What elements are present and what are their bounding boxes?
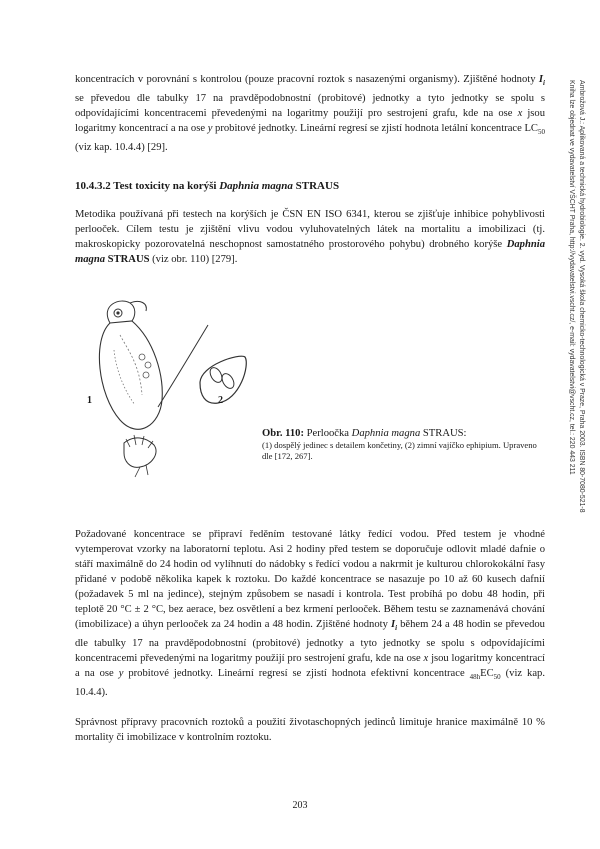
heading-species: Daphnia magna xyxy=(219,180,293,192)
paragraph-validity: Správnost přípravy pracovních roztoků a použití životaschopných jedinců limituje hranice maximálně 10 % mortality či imobilizace v kontrolním roztoku. xyxy=(75,717,545,743)
species-author: STRAUS xyxy=(105,254,150,265)
page-number: 203 xyxy=(292,800,308,811)
heading-author: STRAUS xyxy=(292,180,340,192)
text-run: (viz kap. 10.4.4) [29]. xyxy=(75,142,168,154)
axis-x-var: x xyxy=(423,653,429,665)
side-citation-line1: Ambrožová J.: Aplikovaná a technická hydrobiologie. 2. vyd. Vysoká škola chemicko-technologická v Praze, Praha 2003. ISBN 80-7080-521-8 xyxy=(578,80,585,513)
text-run: Metodika používaná při testech na korýších je ČSN EN ISO 6341, kterou se zjišťuje inhibice pohyblivosti perlooček. Cílem testu je zjištění vlivu vodou vyluhovatelných látek na mortalitu a imobilizaci (tj. makroskopicky pozorovatelná neschopnost samostatného prostorového pohybu) drobného korýše xyxy=(75,209,545,250)
caption-author: STRAUS: xyxy=(420,428,467,439)
caption-prefix: Obr. 110: xyxy=(262,428,304,439)
text-run: probitové jednotky. Lineární regresí se zjistí hodnota efektivní koncentrace xyxy=(123,668,470,680)
side-citation-line2: Kniha lze objednat ve vydavatelství VŠCHT Praha, http://vydavatelstvi.vscht.cz/, e-mail: vydavatelstvi@vscht.cz, tel.: 220 443 211 xyxy=(568,80,575,475)
text-run: se převedou dle tabulky 17 na pravděpodobnostní (probitové) jednotky a tyto jednotky se spolu s odpovídajícími koncentracemi převedenými na logaritmy použijí pro sestrojení grafu, kde na ose xyxy=(75,93,545,120)
figure-caption xyxy=(262,428,545,462)
text-run: během 24 a 48 hodin se převedou dle tabulky 17 na pravděpodobnostní (probitové) jednotky a tyto jednotky se spolu s odpovídajícími koncentracemi převedenými na logaritmy použijí pro sestrojení grafu, kde na ose xyxy=(75,619,545,665)
figure-label-1: 1 xyxy=(87,395,92,406)
caption-detail: (1) dospělý jedinec s detailem končetiny, (2) zimní vajíčko ephipium. Upraveno dle [172, 267]. xyxy=(262,440,537,461)
subscript: i xyxy=(395,624,398,633)
caption-text: Perloočka xyxy=(304,428,352,439)
axis-y-var: y xyxy=(118,668,124,680)
paragraph-procedure xyxy=(75,527,545,700)
caption-species: Daphnia magna xyxy=(351,428,421,439)
text-run: (viz kap. 10.4.4). xyxy=(75,668,545,699)
subscript: 50 xyxy=(538,128,545,137)
axis-y-var: y xyxy=(207,123,213,135)
text-run: jsou logaritmy koncentrací a na ose xyxy=(75,653,545,680)
section-heading xyxy=(75,180,339,192)
subscript: 50 xyxy=(493,673,501,682)
axis-x-var: x xyxy=(517,108,523,120)
heading-text: 10.4.3.2 Test toxicity na korýši xyxy=(75,180,220,192)
figure-label-2: 2 xyxy=(218,395,223,406)
variable-i: I xyxy=(538,74,544,85)
variable-i: I xyxy=(390,619,396,630)
text-run: (viz obr. 110) [279]. xyxy=(149,254,238,265)
paragraph-method xyxy=(75,207,545,267)
text-run: Požadované koncentrace se připraví ředěním testované látky ředící vodou. Před testem je vhodné vytemperovat vzorky na laboratorní teplotu. Asi 2 hodiny před testem se doporučuje odlovit mladé dafnie o stáří maximálně do 24 hodin od vylíhnutí do nádobky s ředící vodou a nakrmit je kulturou chlorokokální řasy přidané v podobě několika kapek k roztoku. Do každé koncentrace se nasazuje po 10 až 60 kusech dafnií (požadavek 5 ml na jedince), stejným způsobem se nasadí i kontrola. Test probíhá po dobu 48 hodin, při teplotě 20 °C ± 2 °C, bez aerace, bez osvětlení a bez krmení perlooček. Během testu se zaznamenává chování (imobilizace) a úhyn perlooček za 24 hodin a 48 hodin. Zjištěné hodnoty xyxy=(75,529,545,630)
text-run: jsou logaritmy koncentrací a na ose xyxy=(75,108,546,135)
ec-symbol: EC xyxy=(480,668,494,680)
side-citation xyxy=(560,80,586,600)
subscript: 48h xyxy=(469,673,481,682)
subscript: i xyxy=(543,79,545,88)
species-name: Daphnia magna xyxy=(75,239,545,265)
text-run: koncentracích v porovnání s kontrolou (pouze pracovní roztok s nasazenými organismy). Zjištěné hodnoty xyxy=(75,74,539,85)
text-run: probitové jednotky. Lineární regresí se zjistí hodnota letální koncentrace LC xyxy=(212,123,538,135)
ephippium-shape xyxy=(200,356,246,403)
daphnia-illustration xyxy=(80,295,280,480)
paragraph-intro xyxy=(75,72,545,155)
figure-daphnia xyxy=(80,295,280,480)
